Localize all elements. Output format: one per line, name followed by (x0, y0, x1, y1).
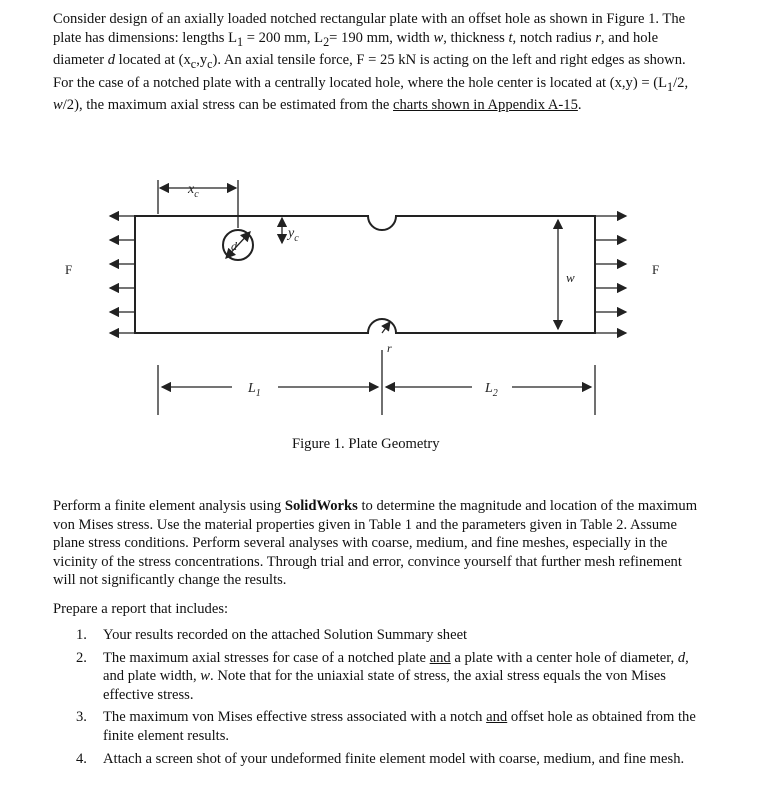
list-item: 3. The maximum von Mises effective stress associated with a notch and offset hole as obtained from the finite element results. (76, 709, 696, 744)
report-heading: Prepare a report that includes: (53, 601, 229, 617)
right-force-arrows (595, 216, 626, 333)
L1-label: $L_1$ (248, 381, 261, 399)
width-label: w (566, 270, 575, 285)
report-list (53, 626, 703, 772)
left-force-arrows (110, 216, 135, 333)
appendix-link[interactable]: charts shown in Appendix A-15 (393, 97, 578, 114)
hole-diameter-label: d (231, 239, 237, 253)
plate-outline (135, 216, 595, 333)
list-item: 2. The maximum axial stresses for case of a notched plate and a plate with a center hole of diameter, d, and plate width, w. Note that for the uniaxial state of stress, the axial stress equals the von Mises effective stress. (76, 649, 689, 703)
plate-geometry-figure (60, 170, 670, 430)
yc-label: $y_c$ (288, 226, 299, 244)
problem-statement: Consider design of an axially loaded notched rectangular plate with an offset hole as shown in Figure 1. The plate has dimensions: lengths $L_1 = 200$ mm, $L_2= 190$ mm, width w, thickness t, notch radius r, and hole diameter d located at $(x_c,y_c)$. An axial tensile force, F = 25 kN is acting on the left and right edges as shown. For the case of a notched plate with a centrally located hole, where the hole center is located at $(x,y) = (L_1/2$, w/2), the maximum axial stress can be estimated from the charts shown in Appendix A-15. (53, 11, 689, 114)
analysis-instructions: Perform a finite element analysis using SolidWorks to determine the magnitude and location of the maximum von Mises stress. Use the material properties given in Table 1 and the parameters given in Table 2. Assume plane stress conditions. Perform several analyses with coarse, medium, and fine meshes, especially in the vicinity of the stress concentrations. Through trial and error, convince yourself that further mesh refinement will not significantly change the results. (53, 498, 698, 589)
force-left-label: F (65, 262, 73, 277)
force-right-label: F (652, 262, 660, 277)
list-item: 4. Attach a screen shot of your undeformed finite element model with coarse, medium, and fine mesh. (76, 750, 685, 767)
figure-caption: Figure 1. Plate Geometry (292, 436, 440, 452)
list-item: 1. Your results recorded on the attached Solution Summary sheet (76, 627, 468, 643)
L2-label: $L_2$ (485, 381, 498, 399)
notch-radius-label: r (387, 341, 392, 355)
xc-label: $x_c$ (188, 182, 199, 200)
